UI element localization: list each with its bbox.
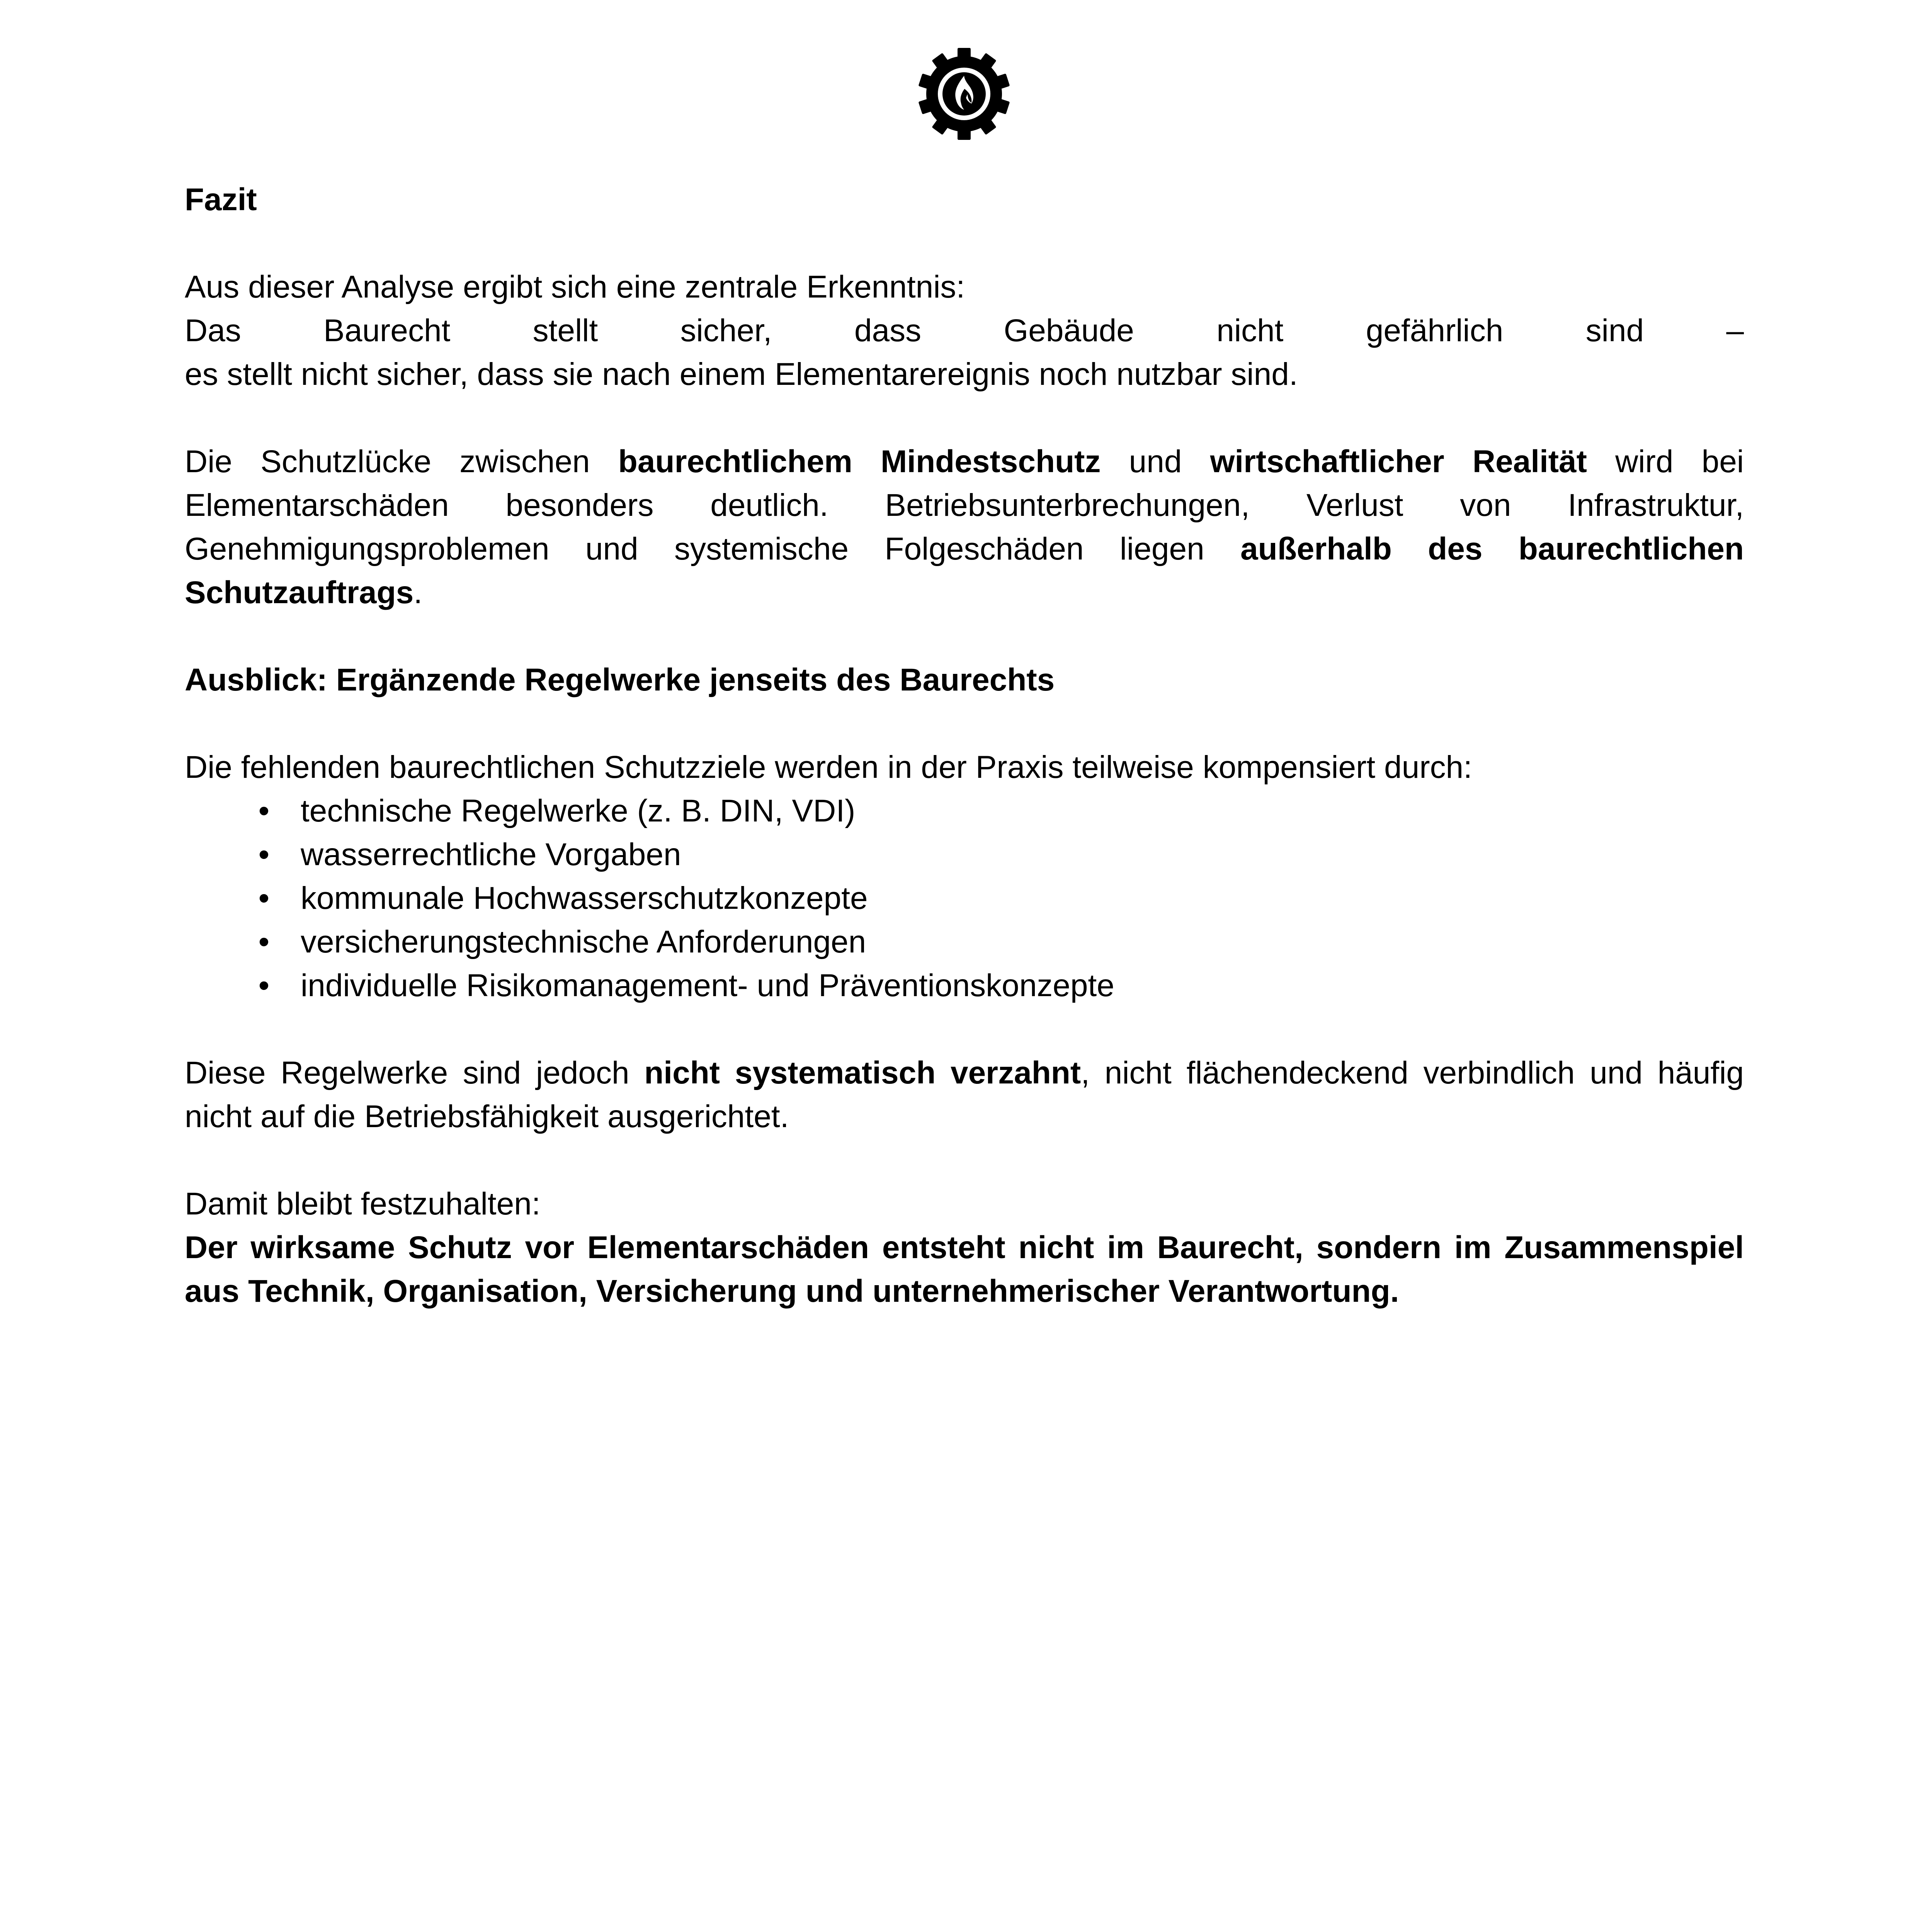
bullet-icon: • (258, 793, 270, 828)
schutzluecke-text-4: . (413, 575, 423, 610)
gear-flame-icon (916, 46, 1012, 142)
schutzluecke-bold-3: außerhalb des baurechtlichen Schutzauftrags (185, 531, 1744, 610)
regelwerke-text-2: , nicht flächendeckend verbindlich und häufig nicht auf die Betriebsfähigkeit ausgerichtet. (185, 1055, 1744, 1134)
spacer (185, 221, 1744, 265)
list-item-text: kommunale Hochwasserschutzkonzepte (301, 881, 868, 916)
schutzluecke-text-2: und (1101, 444, 1210, 479)
list-item-text: wasserrechtliche Vorgaben (301, 837, 681, 872)
regelwerke-text-1: Diese Regelwerke sind jedoch (185, 1055, 645, 1090)
bullet-icon: • (258, 968, 270, 1003)
list-item-text: individuelle Risikomanagement- und Präventionskonzepte (301, 968, 1114, 1003)
conclusion-statement: Der wirksame Schutz vor Elementarschäden entsteht nicht im Baurecht, sondern im Zusammenspiel aus Technik, Organisation, Versicherung und unternehmerischer Verantwortung. (185, 1230, 1744, 1309)
list-item-text: technische Regelwerke (z. B. DIN, VDI) (301, 793, 856, 828)
spacer (185, 1138, 1744, 1182)
spacer (185, 702, 1744, 745)
bullet-icon: • (258, 881, 270, 916)
list-item-text: versicherungstechnische Anforderungen (301, 924, 866, 959)
regelwerke-paragraph (185, 1051, 1744, 1138)
list-item (185, 833, 1744, 876)
fazit-intro: Aus dieser Analyse ergibt sich eine zentrale Erkenntnis: (185, 269, 965, 304)
fazit-statement-line-2: es stellt nicht sicher, dass sie nach einem Elementarereignis noch nutzbar sind. (185, 357, 1298, 392)
conclusion-intro: Damit bleibt festzuhalten: (185, 1186, 541, 1221)
fazit-statement-line-1: Das Baurecht stellt sicher, dass Gebäude nicht gefährlich sind – (185, 313, 1744, 348)
ausblick-intro: Die fehlenden baurechtlichen Schutzziele werden in der Praxis teilweise kompensiert durch: (185, 750, 1472, 785)
list-item (185, 876, 1744, 920)
document-body (185, 178, 1744, 1313)
regelwerke-list (185, 789, 1744, 1007)
schutzluecke-paragraph (185, 440, 1744, 614)
schutzluecke-bold-2: wirtschaftlicher Realität (1210, 444, 1587, 479)
spacer (185, 396, 1744, 440)
bullet-icon: • (258, 837, 270, 872)
list-item (185, 920, 1744, 964)
gear-flame-icon-svg (916, 46, 1012, 142)
fazit-heading: Fazit (185, 182, 257, 217)
spacer (185, 614, 1744, 658)
spacer (185, 1007, 1744, 1051)
regelwerke-bold: nicht systematisch verzahnt (644, 1055, 1081, 1090)
bullet-icon: • (258, 924, 270, 959)
schutzluecke-bold-1: baurechtlichem Mindestschutz (618, 444, 1101, 479)
ausblick-heading: Ausblick: Ergänzende Regelwerke jenseits des Baurechts (185, 662, 1055, 697)
list-item (185, 789, 1744, 833)
list-item (185, 964, 1744, 1007)
schutzluecke-text-1: Die Schutzlücke zwischen (185, 444, 618, 479)
schutzluecke-text-3: wird bei Elementarschäden besonders deutlich. Betriebsunterbrechungen, Verlust von Infrastruktur, Genehmigungsproblemen und systemische Folgeschäden liegen (185, 444, 1744, 566)
